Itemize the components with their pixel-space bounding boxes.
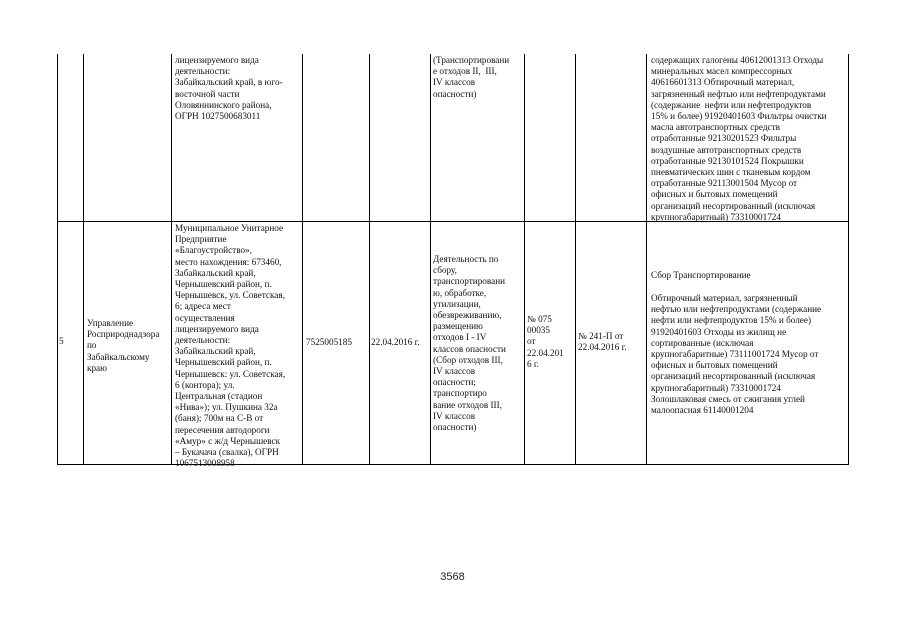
row2-date: 22.04.2016 г. [371,337,420,347]
column-border [369,54,370,464]
column-border [430,54,431,464]
row2-waste-list: Обтирочный материал, загрязненный нефтью или нефтепродуктами (содержание нефти или нефтепродуктов 15% и более) 91920401603 Отходы из жилищ не сортированные (исключая крупногабаритные) 73111001724 Мусор от офисных и бытовых помещений организаций несортированный (исключая крупногабаритный) 73310001724 Золошлаковая смесь от сжигания углей малоопасная 61140001204 [651,293,822,416]
row2-waste-heading: Сбор Транспортирование [651,270,751,280]
column-border [83,54,84,464]
row2-activities: Деятельность по сбору, транспортировани ю, обработке, утилизации, обезвреживанию, размещению отходов I - IV классов опасности (Сбор отходов III, IV классов опасности; транспортиро вание отходов III, IV классов опасности) [433,254,506,433]
row1-licensee: лицензируемого вида деятельности: Забайкальский край, в юго- восточной части Оловяннинского района, ОГРН 1027500683011 [175,55,283,122]
column-border [575,54,576,464]
column-border [171,54,172,464]
row2-licensee: Муниципальное Унитарное Предприятие «Благоустройство», место нахождения: 673460, Забайкальский край, Чернышевский район, п. Чернышевск, ул. Советская, 6; адреса мест осуществления лицензируемого вида деятельности: Забайкальский край, Чернышевский район, п. Чернышевск: ул. Советская, 6 (контора); ул. Центральная (стадион «Нива»); ул. Пушкина 32а (баня); 700м на С-В от пересечения автодороги «Амур» с ж/д Чернышевск – Букачача (свалка), ОГРН 1067513008958 [175,223,286,469]
column-border [848,54,849,464]
row2-authority: Управление Росприроднадзора по Забайкальскому краю [87,318,160,373]
row1-activities: (Транспортировани е отходов II, III, IV классов опасности) [433,55,510,99]
page-number: 3568 [440,571,465,583]
column-border [57,54,58,464]
row2-order: № 241-П от 22.04.2016 г. [578,331,627,353]
row2-index: 5 [59,336,64,346]
column-border [524,54,525,464]
row1-waste-list: содержащих галогены 40612001313 Отходы минеральных масел компрессорных 40616601313 Обтирочный материал, загрязненный нефтью или нефтепродуктами (содержание нефти или нефтепродуктов 15% и более) 91920401603 Фильтры очистки масла автотранспортных средств отработанные 92130201523 Фильтры воздушные автотранспортных средств отработанные 92130101524 Покрышки пневматических шин с тканевым кордом отработанные 92113001504 Мусор от офисных и бытовых помещений организаций несортированный (исключая крупногабаритный) 73310001724 [651,55,827,222]
row2-inn: 7525005185 [306,337,352,347]
column-border [646,54,647,464]
row2-license-number: № 075 00035 от 22.04.201 6 г. [527,314,564,369]
column-border [302,54,303,464]
